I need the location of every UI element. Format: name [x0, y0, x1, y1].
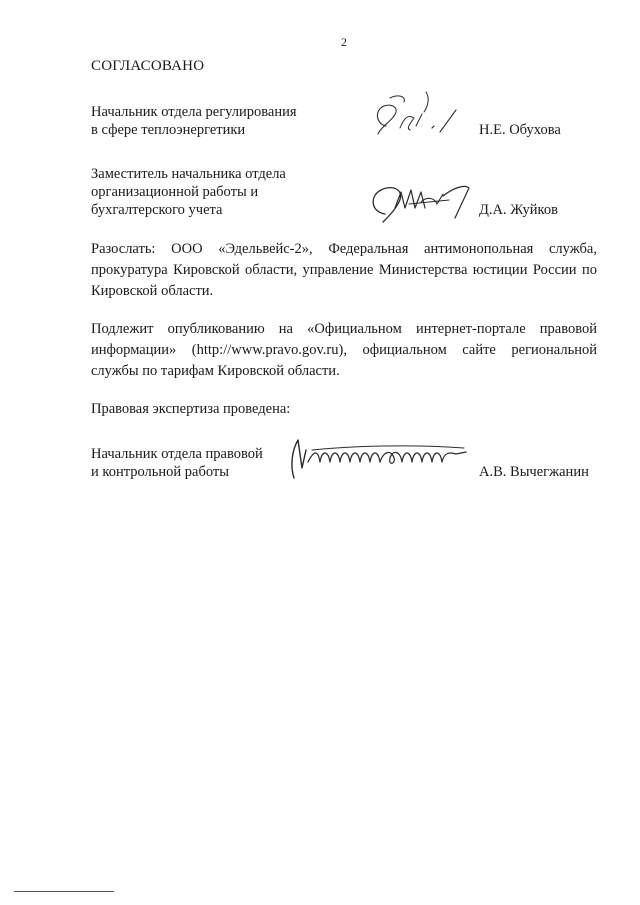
legal-review-heading: Правовая экспертиза проведена: [91, 401, 291, 417]
publication-text: Подлежит опубликованию на «Официальном интернет-портале правовой информации» (http://www.pravo.gov.ru), официальном сайте региональной службы по тарифам Кировской области. [91, 321, 597, 379]
approver-1-position-line-2: в сфере теплоэнергетики [91, 122, 246, 138]
reviewer-signature [282, 432, 472, 484]
approver-1-signature [370, 88, 462, 140]
approver-2-signature [365, 178, 475, 228]
reviewer-name: А.В. Вычегжанин [479, 464, 589, 480]
approver-2-position-line-2: организационной работы и [91, 184, 259, 200]
approver-2-name: Д.А. Жуйков [479, 202, 558, 218]
approver-1-position-line-1: Начальник отдела регулирования [91, 104, 297, 120]
approval-header: СОГЛАСОВАНО [91, 58, 205, 74]
page-number: 2 [341, 35, 347, 49]
approver-2-position-line-3: бухгалтерского учета [91, 202, 223, 218]
reviewer-position-line-2: и контрольной работы [91, 464, 229, 480]
reviewer-position-line-1: Начальник отдела правовой [91, 446, 263, 462]
footer-rule [14, 891, 114, 892]
approver-2-position-line-1: Заместитель начальника отдела [91, 166, 286, 182]
distribution-text: Разослать: ООО «Эдельвейс-2», Федеральная антимонопольная служба, прокуратура Кировской области, управление Министерства юстиции России по Кировской области. [91, 241, 597, 299]
approver-1-name: Н.Е. Обухова [479, 122, 561, 138]
